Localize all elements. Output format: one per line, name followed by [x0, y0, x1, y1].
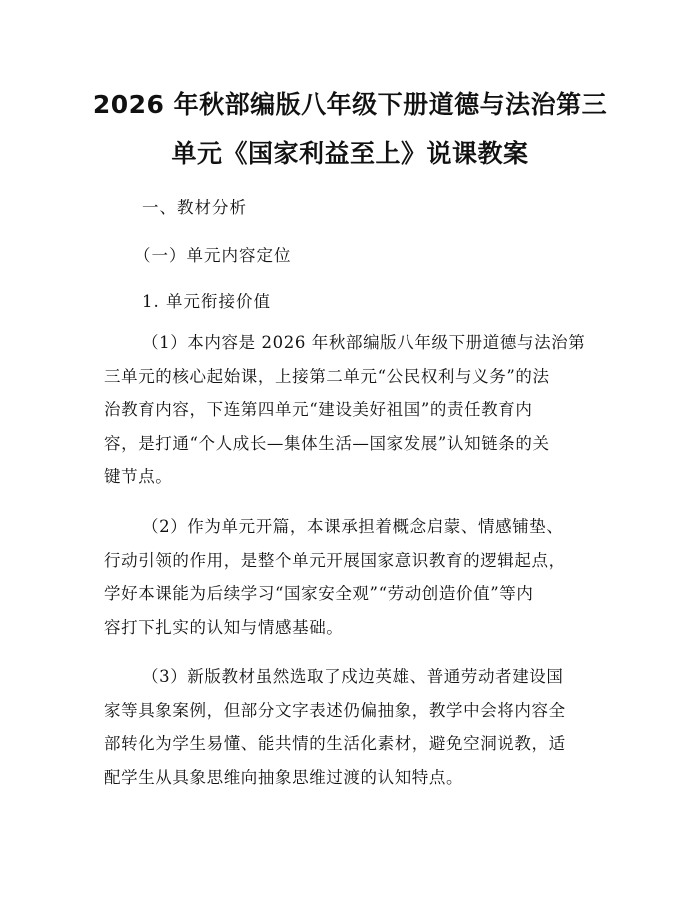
paragraph-line: 行动引领的作用，是整个单元开展国家意识教育的逻辑起点，: [104, 550, 566, 570]
paragraph-line: 三单元的核心起始课，上接第二单元“公民权利与义务”的法: [104, 366, 550, 386]
paragraph-line: 家等具象案例，但部分文字表述仍偏抽象，教学中会将内容全: [104, 700, 566, 720]
paragraph-line: （3）新版教材虽然选取了戍边英雄、普通劳动者建设国: [142, 667, 564, 686]
paragraph-1: [104, 326, 604, 494]
paragraph-line: （2）作为单元开篇，本课承担着概念启蒙、情感铺垫、: [142, 517, 564, 536]
document-title-line-1: 2026 年秋部编版八年级下册道德与法治第三: [92, 90, 608, 119]
paragraph-line: 容，是打通“个人成长—集体生活—国家发展”认知链条的关: [104, 433, 550, 453]
paragraph-line: 学好本课能为后续学习“国家安全观”“劳动创造价值”等内: [104, 584, 534, 603]
paragraph-line: 容打下扎实的认知与情感基础。: [104, 617, 344, 637]
paragraph-line: 部转化为学生易懂、能共情的生活化素材，避免空洞说教，适: [104, 734, 566, 753]
paragraph-3: [104, 660, 604, 794]
paragraph-line: 治教育内容，下连第四单元“建设美好祖国”的责任教育内: [104, 400, 533, 419]
document-title-line-2: 单元《国家利益至上》说课教案: [171, 139, 529, 168]
paragraph-line: （1）本内容是 2026 年秋部编版八年级下册道德与法治第: [142, 333, 586, 352]
paragraph-line: 键节点。: [104, 467, 173, 486]
item-heading: 1. 单元衔接价值: [142, 292, 271, 311]
section-heading: 一、教材分析: [142, 198, 247, 217]
paragraph-2: [104, 510, 604, 644]
subsection-heading: （一）单元内容定位: [134, 246, 292, 265]
paragraph-line: 配学生从具象思维向抽象思维过渡的认知特点。: [104, 767, 464, 787]
